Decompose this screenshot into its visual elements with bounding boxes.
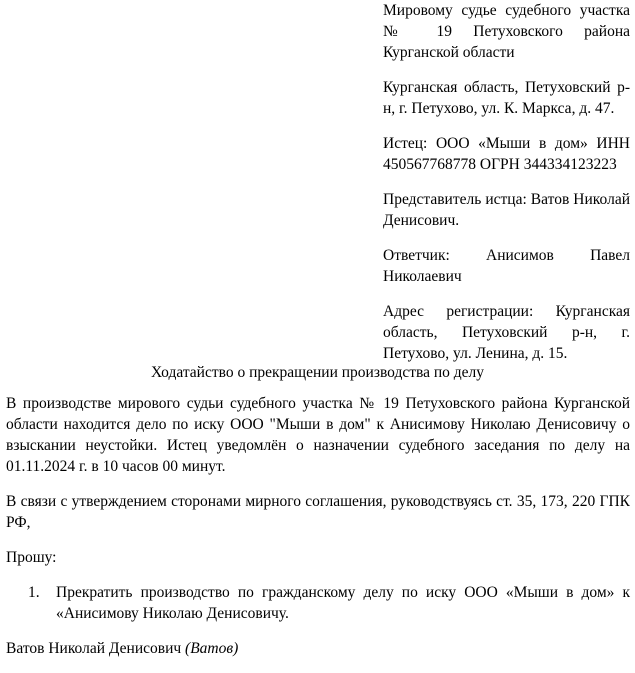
request-label: Прошу:	[6, 549, 57, 566]
header-block	[383, 0, 630, 378]
representative-info: Представитель истца: Ватов Николай Денисович.	[383, 191, 630, 229]
court-address: Курганская область, Петуховский р-н, г. Петухово, ул. К. Маркса, д. 47.	[383, 79, 630, 117]
request-text: Прекратить производство по гражданскому делу по иску ООО «Мыши в дом» к «Анисимову Николаю Денисовичу.	[56, 584, 630, 622]
registration-address: Адрес регистрации: Курганская область, Петуховский р-н, г. Петухово, ул. Ленина, д. 15.	[383, 303, 630, 362]
paragraph-case-info: В производстве мирового судьи судебного участка № 19 Петуховского района Курганской области находится дело по иску ООО "Мыши в дом" к Анисимову Николаю Денисовичу о взыскании неустойки. Истец уведомлён о назначении судебного заседания по делу на 01.11.2024 г. в 10 часов 00 минут.	[6, 395, 630, 475]
request-item	[6, 582, 630, 624]
request-number: 1.	[28, 584, 40, 601]
signature-mark: (Ватов)	[185, 640, 239, 657]
addressee: Мировому судье судебного участка № 19 Петуховского района Курганской области	[383, 2, 630, 61]
request-list	[6, 582, 630, 624]
plaintiff-info: Истец: ООО «Мыши в дом» ИНН 450567768778 ОГРН 344334123223	[383, 135, 630, 173]
signature-line	[6, 638, 630, 659]
signature-name: Ватов Николай Денисович	[6, 640, 182, 657]
document-body	[6, 393, 630, 673]
defendant-info: Ответчик: Анисимов Павел Николаевич	[383, 247, 630, 285]
document-title: Ходатайство о прекращении производства по делу	[150, 364, 485, 381]
paragraph-grounds: В связи с утверждением сторонами мирного соглашения, руководствуясь ст. 35, 173, 220 ГПК РФ,	[6, 493, 630, 531]
